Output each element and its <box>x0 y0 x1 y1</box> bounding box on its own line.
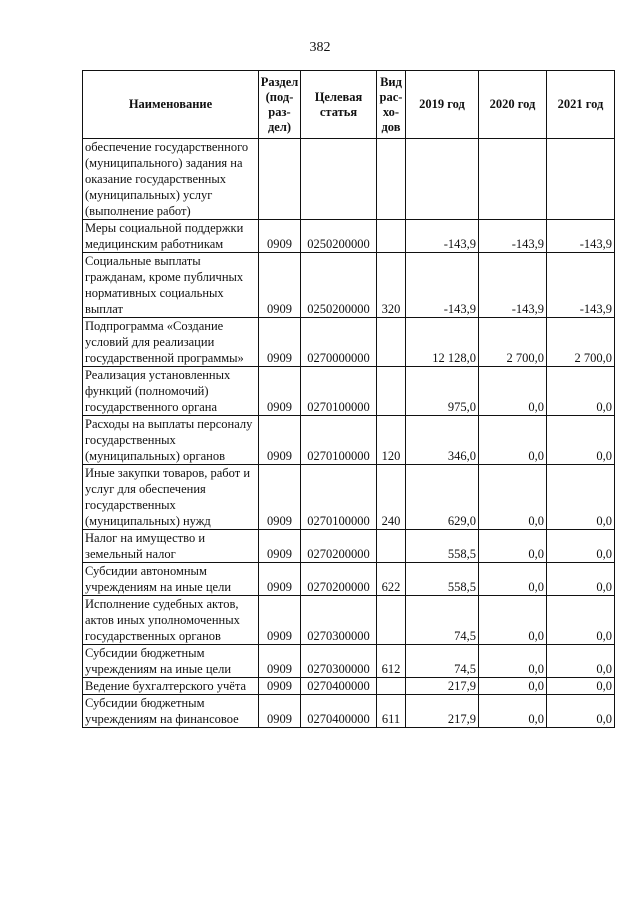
row-section-cell: 0909 <box>259 220 301 253</box>
table-row <box>83 695 615 728</box>
row-article-cell: 0270200000 <box>301 563 377 596</box>
row-kind-cell: 120 <box>377 416 406 465</box>
row-2020-cell: 0,0 <box>479 645 547 678</box>
row-section-cell: 0909 <box>259 695 301 728</box>
header-name: Наименование <box>83 71 259 139</box>
row-name-cell: Субсидии бюджетным учреждениям на финансовое <box>83 695 259 728</box>
row-2021-cell <box>547 139 615 220</box>
row-2021-cell: 0,0 <box>547 416 615 465</box>
row-2019-cell: 217,9 <box>406 695 479 728</box>
row-2019-cell: 217,9 <box>406 678 479 695</box>
row-2020-cell: 0,0 <box>479 563 547 596</box>
row-2021-cell: -143,9 <box>547 253 615 318</box>
row-2020-cell: 0,0 <box>479 678 547 695</box>
row-2019-cell: 558,5 <box>406 563 479 596</box>
header-article: Целевая статья <box>301 71 377 139</box>
row-section-cell: 0909 <box>259 596 301 645</box>
row-name-cell: Субсидии автономным учреждениям на иные цели <box>83 563 259 596</box>
row-2020-cell: -143,9 <box>479 253 547 318</box>
table-row <box>83 530 615 563</box>
row-kind-cell <box>377 596 406 645</box>
row-kind-cell <box>377 367 406 416</box>
row-kind-cell: 611 <box>377 695 406 728</box>
table-row <box>83 139 615 220</box>
budget-table <box>82 70 615 728</box>
table-row <box>83 318 615 367</box>
row-2019-cell: 346,0 <box>406 416 479 465</box>
row-section-cell: 0909 <box>259 530 301 563</box>
row-kind-cell <box>377 678 406 695</box>
row-2020-cell: 0,0 <box>479 465 547 530</box>
row-section-cell: 0909 <box>259 465 301 530</box>
row-section-cell: 0909 <box>259 367 301 416</box>
row-section-cell: 0909 <box>259 416 301 465</box>
row-2021-cell: 0,0 <box>547 596 615 645</box>
row-article-cell: 0270200000 <box>301 530 377 563</box>
row-2021-cell: 0,0 <box>547 678 615 695</box>
row-2019-cell: -143,9 <box>406 253 479 318</box>
row-2021-cell: 0,0 <box>547 695 615 728</box>
row-2020-cell: 0,0 <box>479 596 547 645</box>
row-name-cell: Иные закупки товаров, работ и услуг для обеспечения государственных (муниципальных) нужд <box>83 465 259 530</box>
row-2021-cell: 0,0 <box>547 645 615 678</box>
table-row <box>83 645 615 678</box>
row-name-cell: Социальные выплаты гражданам, кроме публичных нормативных социальных выплат <box>83 253 259 318</box>
table-row <box>83 678 615 695</box>
table-row <box>83 596 615 645</box>
row-2019-cell: 12 128,0 <box>406 318 479 367</box>
table-row <box>83 563 615 596</box>
row-2020-cell: 0,0 <box>479 530 547 563</box>
row-2020-cell: 2 700,0 <box>479 318 547 367</box>
row-name-cell: Меры социальной поддержки медицинским работникам <box>83 220 259 253</box>
row-2019-cell: 74,5 <box>406 645 479 678</box>
header-2019: 2019 год <box>406 71 479 139</box>
row-2019-cell <box>406 139 479 220</box>
row-article-cell: 0270400000 <box>301 695 377 728</box>
row-section-cell: 0909 <box>259 563 301 596</box>
row-article-cell: 0270300000 <box>301 596 377 645</box>
row-name-cell: Налог на имущество и земельный налог <box>83 530 259 563</box>
row-kind-cell: 622 <box>377 563 406 596</box>
row-name-cell: Ведение бухгалтерского учёта <box>83 678 259 695</box>
row-2019-cell: 975,0 <box>406 367 479 416</box>
row-section-cell: 0909 <box>259 678 301 695</box>
table-row <box>83 367 615 416</box>
row-kind-cell <box>377 318 406 367</box>
row-name-cell: Подпрограмма «Создание условий для реализации государственной программы» <box>83 318 259 367</box>
row-2021-cell: 0,0 <box>547 465 615 530</box>
row-2020-cell <box>479 139 547 220</box>
row-article-cell: 0250200000 <box>301 253 377 318</box>
row-name-cell: обеспечение государственного (муниципального) задания на оказание государственных (муниципальных) услуг (выполнение работ) <box>83 139 259 220</box>
row-kind-cell: 612 <box>377 645 406 678</box>
row-article-cell: 0270100000 <box>301 367 377 416</box>
header-2021: 2021 год <box>547 71 615 139</box>
row-2021-cell: 2 700,0 <box>547 318 615 367</box>
table-row <box>83 465 615 530</box>
table-header-row <box>83 71 615 139</box>
row-kind-cell: 240 <box>377 465 406 530</box>
row-kind-cell <box>377 530 406 563</box>
row-kind-cell: 320 <box>377 253 406 318</box>
row-2020-cell: 0,0 <box>479 367 547 416</box>
row-2019-cell: 629,0 <box>406 465 479 530</box>
row-2019-cell: -143,9 <box>406 220 479 253</box>
header-2020: 2020 год <box>479 71 547 139</box>
row-name-cell: Расходы на выплаты персоналу государственных (муниципальных) органов <box>83 416 259 465</box>
row-article-cell: 0270100000 <box>301 465 377 530</box>
table-row <box>83 253 615 318</box>
row-article-cell <box>301 139 377 220</box>
row-section-cell: 0909 <box>259 318 301 367</box>
row-2021-cell: 0,0 <box>547 563 615 596</box>
row-2019-cell: 74,5 <box>406 596 479 645</box>
row-2020-cell: -143,9 <box>479 220 547 253</box>
row-article-cell: 0270400000 <box>301 678 377 695</box>
row-article-cell: 0270100000 <box>301 416 377 465</box>
row-2021-cell: -143,9 <box>547 220 615 253</box>
row-article-cell: 0250200000 <box>301 220 377 253</box>
row-kind-cell <box>377 220 406 253</box>
row-section-cell: 0909 <box>259 645 301 678</box>
row-2020-cell: 0,0 <box>479 416 547 465</box>
header-kind: Вид рас- хо- дов <box>377 71 406 139</box>
row-2021-cell: 0,0 <box>547 530 615 563</box>
header-section: Раздел (под- раз- дел) <box>259 71 301 139</box>
row-article-cell: 0270000000 <box>301 318 377 367</box>
row-name-cell: Субсидии бюджетным учреждениям на иные цели <box>83 645 259 678</box>
row-article-cell: 0270300000 <box>301 645 377 678</box>
row-section-cell: 0909 <box>259 253 301 318</box>
row-name-cell: Исполнение судебных актов, актов иных уполномоченных государственных органов <box>83 596 259 645</box>
row-name-cell: Реализация установленных функций (полномочий) государственного органа <box>83 367 259 416</box>
table-body <box>83 139 615 728</box>
table-row <box>83 416 615 465</box>
row-2019-cell: 558,5 <box>406 530 479 563</box>
row-2021-cell: 0,0 <box>547 367 615 416</box>
table-row <box>83 220 615 253</box>
page-number: 382 <box>309 40 331 55</box>
row-kind-cell <box>377 139 406 220</box>
row-section-cell <box>259 139 301 220</box>
row-2020-cell: 0,0 <box>479 695 547 728</box>
